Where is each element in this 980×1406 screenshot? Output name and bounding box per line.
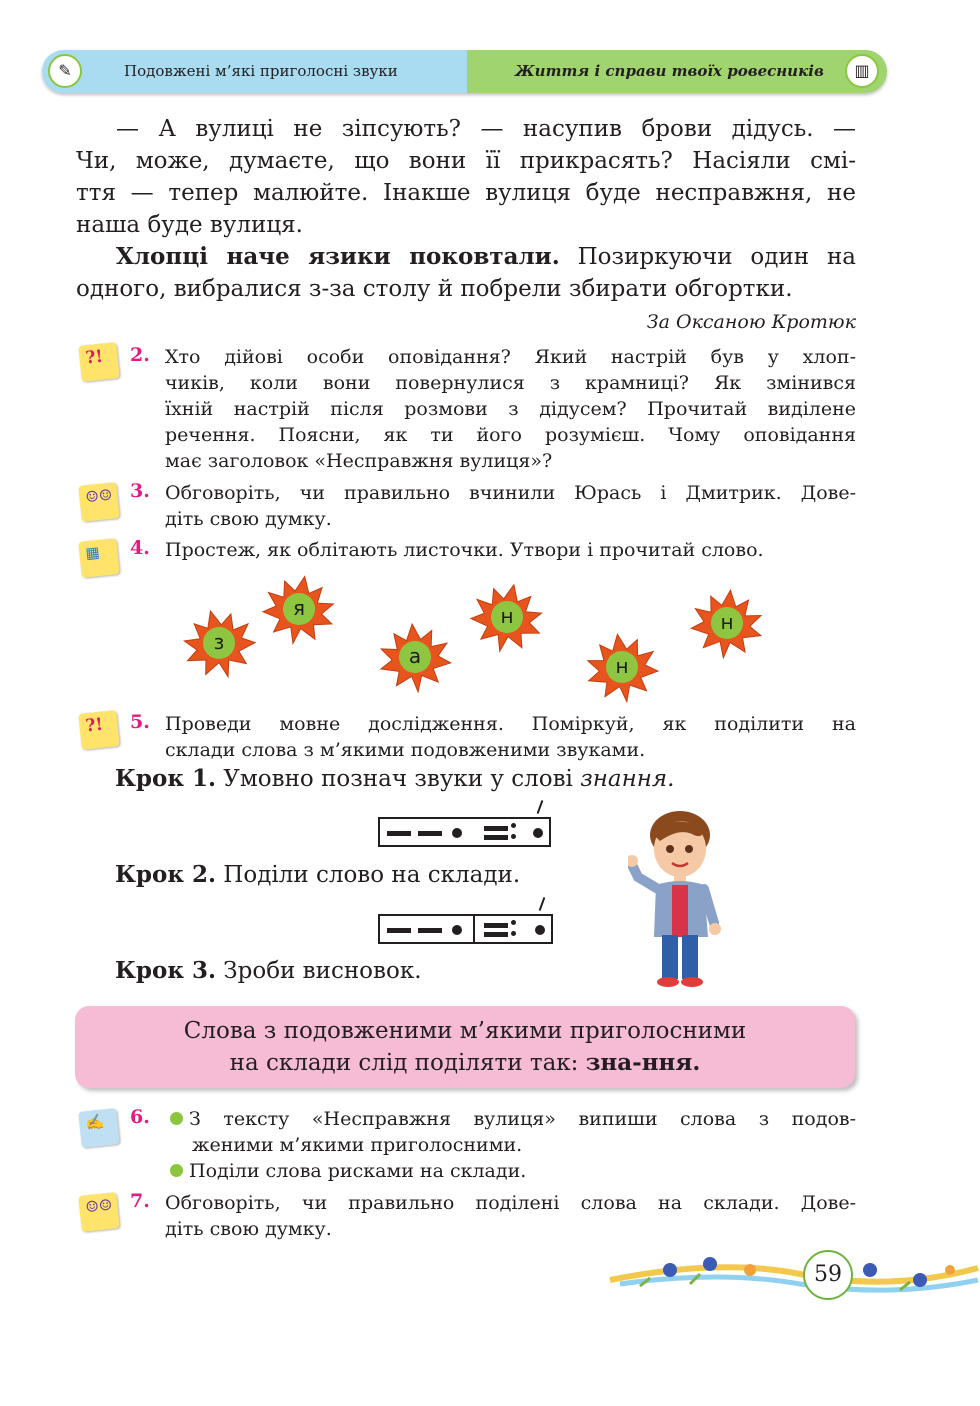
- task-2-text: [165, 344, 856, 474]
- task-number: 5.: [130, 711, 150, 733]
- maple-leaf: [686, 582, 767, 663]
- story-line: ття — тепер малюйте. Інакше вулиця буде несправжня, не: [76, 180, 856, 206]
- step-2: [115, 861, 520, 888]
- task-4-text: Простеж, як облітають листочки. Утвори і прочитай слово.: [165, 539, 764, 561]
- leaf-letter: н: [711, 607, 743, 639]
- syllable-scheme: [378, 914, 553, 944]
- task-line: женими м’якими приголосними.: [192, 1134, 523, 1156]
- softness-mark: [537, 800, 544, 814]
- task-line: діть свою думку.: [165, 508, 332, 530]
- question-icon: ?!: [78, 342, 120, 382]
- pair-work-icon: ☺☺: [78, 1192, 120, 1232]
- maple-leaf: [375, 617, 455, 697]
- task-7-text: [165, 1190, 856, 1242]
- author: За Оксаною Кротюк: [646, 311, 856, 333]
- page-number: 59: [803, 1250, 853, 1300]
- task-line: Хто дійові особи оповідання? Який настрій був у хлоп-: [165, 346, 856, 368]
- story-line: — А вулиці не зіпсують? — насупив брови дідусь. —: [116, 116, 856, 142]
- task-line: Обговоріть, чи правильно поділені слова на склади. Дове-: [165, 1192, 856, 1214]
- book-icon: ▥: [845, 54, 879, 88]
- task-line: має заголовок «Несправжня вулиця»?: [165, 450, 553, 472]
- step-3: [115, 957, 422, 984]
- boy-illustration: [628, 805, 728, 990]
- maple-leaf: [463, 573, 551, 661]
- header-right-section: [467, 50, 887, 93]
- step-label: Крок 3.: [115, 957, 216, 984]
- task-number: 7.: [130, 1190, 150, 1212]
- step-1: [115, 765, 674, 792]
- rule-line: [75, 1047, 855, 1079]
- leaf-letter: з: [203, 627, 235, 659]
- task-line: склади слова з м’якими подовженими звуками.: [165, 739, 646, 761]
- task-line: їхній настрій після розмови з дідусем? Прочитай виділене: [165, 398, 856, 420]
- header-left-title: Подовжені м’які приголосні звуки: [124, 62, 398, 80]
- story-line: наша буде вулиця.: [76, 212, 303, 238]
- wreath-decoration: [600, 1240, 980, 1312]
- softness-mark: [539, 897, 546, 911]
- story-line: Чи, може, думаєте, що вони її прикрасять? Насіяли смі-: [76, 148, 856, 174]
- task-line: Проведи мовне дослідження. Поміркуй, як поділити на: [165, 713, 856, 735]
- rule-box: [75, 1006, 855, 1088]
- rule-example: зна-ння.: [585, 1049, 701, 1076]
- task-line: Обговоріть, чи правильно вчинили Юрась і Дмитрик. Дове-: [165, 482, 856, 504]
- step-label: Крок 2.: [115, 861, 216, 888]
- task-line: речення. Поясни, як ти його розумієш. Чому оповідання: [165, 424, 856, 446]
- rule-line: Слова з подовженими м’якими приголосними: [183, 1018, 747, 1044]
- maple-leaf: [256, 566, 342, 652]
- maple-leaf: [580, 625, 664, 709]
- story-line: [76, 241, 856, 273]
- header-bar: [42, 50, 887, 93]
- task-number: 3.: [130, 480, 150, 502]
- task-5-text: [165, 711, 856, 763]
- task-line: Поділи слова рисками на склади.: [170, 1158, 856, 1184]
- task-3-text: [165, 480, 856, 532]
- task-6-text: [170, 1106, 856, 1184]
- leaf-letter: н: [606, 651, 638, 683]
- header-left-section: [42, 50, 467, 93]
- step-text: Поділи слово на склади.: [215, 862, 521, 888]
- task-number: 2.: [130, 344, 150, 366]
- pair-work-icon: ☺☺: [78, 482, 120, 522]
- rule-text: на склади слід поділяти так:: [229, 1050, 586, 1076]
- task-line: діть свою думку.: [165, 1218, 332, 1240]
- step-text: Умовно познач звуки у слові: [215, 766, 581, 792]
- task-number: 4.: [130, 537, 150, 559]
- task-line: чиків, коли вони повернулися з крамниці? Як змінився: [165, 372, 856, 394]
- bullet-icon: [170, 1112, 183, 1125]
- leaf-letter: а: [399, 641, 431, 673]
- task-line: З тексту «Несправжня вулиця» випиши слова з подов-: [170, 1106, 856, 1132]
- leaf-letter: я: [283, 593, 315, 625]
- bullet-icon: [170, 1164, 183, 1177]
- step-label: Крок 1.: [115, 765, 216, 792]
- header-right-title: Життя і справи твоїх ровесників: [515, 62, 824, 80]
- sound-scheme: [378, 817, 551, 847]
- maple-leaf: [174, 598, 265, 689]
- story-text-fragment: Позиркуючи один на: [559, 244, 856, 270]
- writing-icon: ✍: [78, 1108, 120, 1148]
- highlighted-sentence: Хлопці наче язики поковтали.: [116, 243, 560, 270]
- story-line: одного, вибралися з-за столу й побрели збирати обгортки.: [76, 276, 793, 302]
- blocks-icon: ▦: [78, 538, 120, 578]
- story-text: [76, 113, 856, 305]
- question-icon: ?!: [78, 710, 120, 750]
- pen-icon: ✎: [48, 54, 82, 88]
- leaf-letter: н: [491, 601, 523, 633]
- task-number: 6.: [130, 1106, 150, 1128]
- step-text: Зроби висновок.: [215, 958, 422, 984]
- step-word: знання.: [580, 766, 675, 792]
